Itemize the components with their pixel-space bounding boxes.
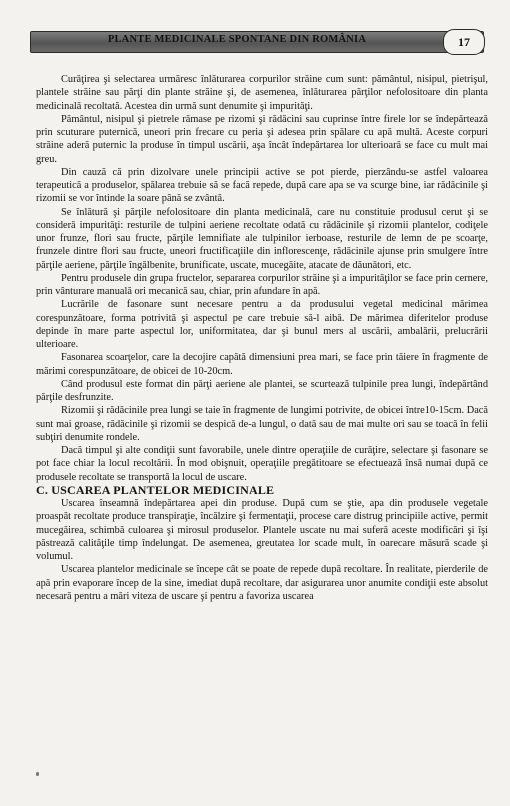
page-number: 17 (443, 29, 485, 55)
section-heading: C. USCAREA PLANTELOR MEDICINALE (36, 482, 275, 497)
scan-speck (36, 772, 39, 776)
paragraph: Rizomii şi rădăcinile prea lungi se taie în fragmente de lungimi potrivite, de obicei între10-15cm. Dacă sunt mai groase, rădăcinile şi rizomii se despică de-a lungul, o dată sau de mai multe ori sau se toacă în felii subţiri denumite rondele. (36, 405, 488, 443)
paragraph: Uscarea plantelor medicinale se începe cât se poate de repede după recoltare. În realitate, pierderile de apă prin evaporare încep de la sine, imediat după recoltare, dar asigurarea unor anumite condiţii este absolut necesară pentru a mări viteza de uscare şi pentru a favoriza uscarea (36, 564, 488, 602)
paragraph: Pământul, nisipul şi pietrele rămase pe rizomi şi rădăcini sau cuprinse între firele lor se îndepărtează prin scuturare puternică, uneori prin frecare cu peria şi adesea prin spălare cu apă multă. Aceste corpuri străine aderă puternic la produse în timpul uscării, aşa încât îndepărtarea lor ulterioară se face cu mult mai greu. (36, 113, 488, 165)
paragraph: Din cauză că prin dizolvare unele principii active se pot pierde, pierzându-se astfel valoarea terapeutică a produselor, spălarea trebuie să se facă repede, după care apa se va scurge bine, iar rădăcinile şi rizomii se vor întinde la soare până se zvântă. (36, 166, 488, 205)
paragraph: Dacă timpul şi alte condiţii sunt favorabile, unele dintre operaţiile de curăţire, selectare şi fasonare se pot face chiar la locul recoltării. În mod obişnuit, operaţiile pregătitoare se efectuează însă numai după ce produsele recoltate se transportă la locul de uscare. (36, 445, 488, 483)
book-title: PLANTE MEDICINALE SPONTANE DIN ROMÂNIA (107, 34, 367, 45)
paragraph: Lucrările de fasonare sunt necesare pentru a da produsului vegetal medicinal mărimea corespunzătoare, forma potrivită şi aspectul pe care trebuie să-l aibă. De mărimea diferitelor produse depinde în mare parte aspectul lor, uniformitatea, dar şi bunul mers al uscării, ambalării, prelucrării ulterioare. (36, 299, 488, 350)
paragraph: Curăţirea şi selectarea urmăresc înlăturarea corpurilor străine cum sunt: pământul, nisipul, pietrişul, plantele străine sau părţi din plante străine şi, de asemenea, înlăturarea părţilor nefolositoare din planta medicinală recoltată. Acestea din urmă sunt denumite şi impurităţi. (36, 74, 488, 112)
paragraph: Când produsul este format din părţi aeriene ale plantei, se scurtează tulpinile prea lungi, îndepărtând părţile desfrunzite. (36, 378, 488, 403)
page-body (36, 73, 488, 603)
paragraph: Se înlătură şi părţile nefolositoare din planta medicinală, care nu constituie produsul cerut şi se consideră impurităţi: resturile de tulpini aeriene recoltate odată cu rădăcinile şi rizomii plantelor, codiţele unor frunze, flori sau fructe, părţile lemnifiate ale tulpinilor ierboase, resturile de lemn de pe scoarţe, frunzele dintre flori sau fructe, uneori fructificaţiile din inflorescenţe, rădăcinile ajunse prin smulgere între părţile aeriene, părţile îngălbenite, brunificate, uscate, mucegăite, atacate de dăunători, etc. (36, 206, 488, 271)
paragraph: Fasonarea scoarţelor, care la decojire capătă dimensiuni prea mari, se face prin tăiere în fragmente de mărimi corespunzătoare, de obicei de 10-20cm. (36, 352, 488, 377)
paragraph: Uscarea înseamnă îndepărtarea apei din produse. După cum se ştie, apa din produsele vegetale proaspăt recoltate produce transpiraţie, încălzire şi fermentaţii, procese care distrug principiile active, permit mucegăirea, schimbă culoarea şi mirosul produselor. Plantele uscate nu mai suferă aceste modificări şi îşi păstrează calităţile timp îndelungat. De asemenea, greutatea lor scade mult, în oarecare măsură scade şi volumul. (36, 498, 488, 562)
paragraph: Pentru produsele din grupa fructelor, separarea corpurilor străine şi a impurităţilor se face prin cernere, prin vânturare manuală ori mecanică sau, chiar, prin afundare în apă. (36, 272, 488, 297)
running-header (30, 31, 484, 53)
